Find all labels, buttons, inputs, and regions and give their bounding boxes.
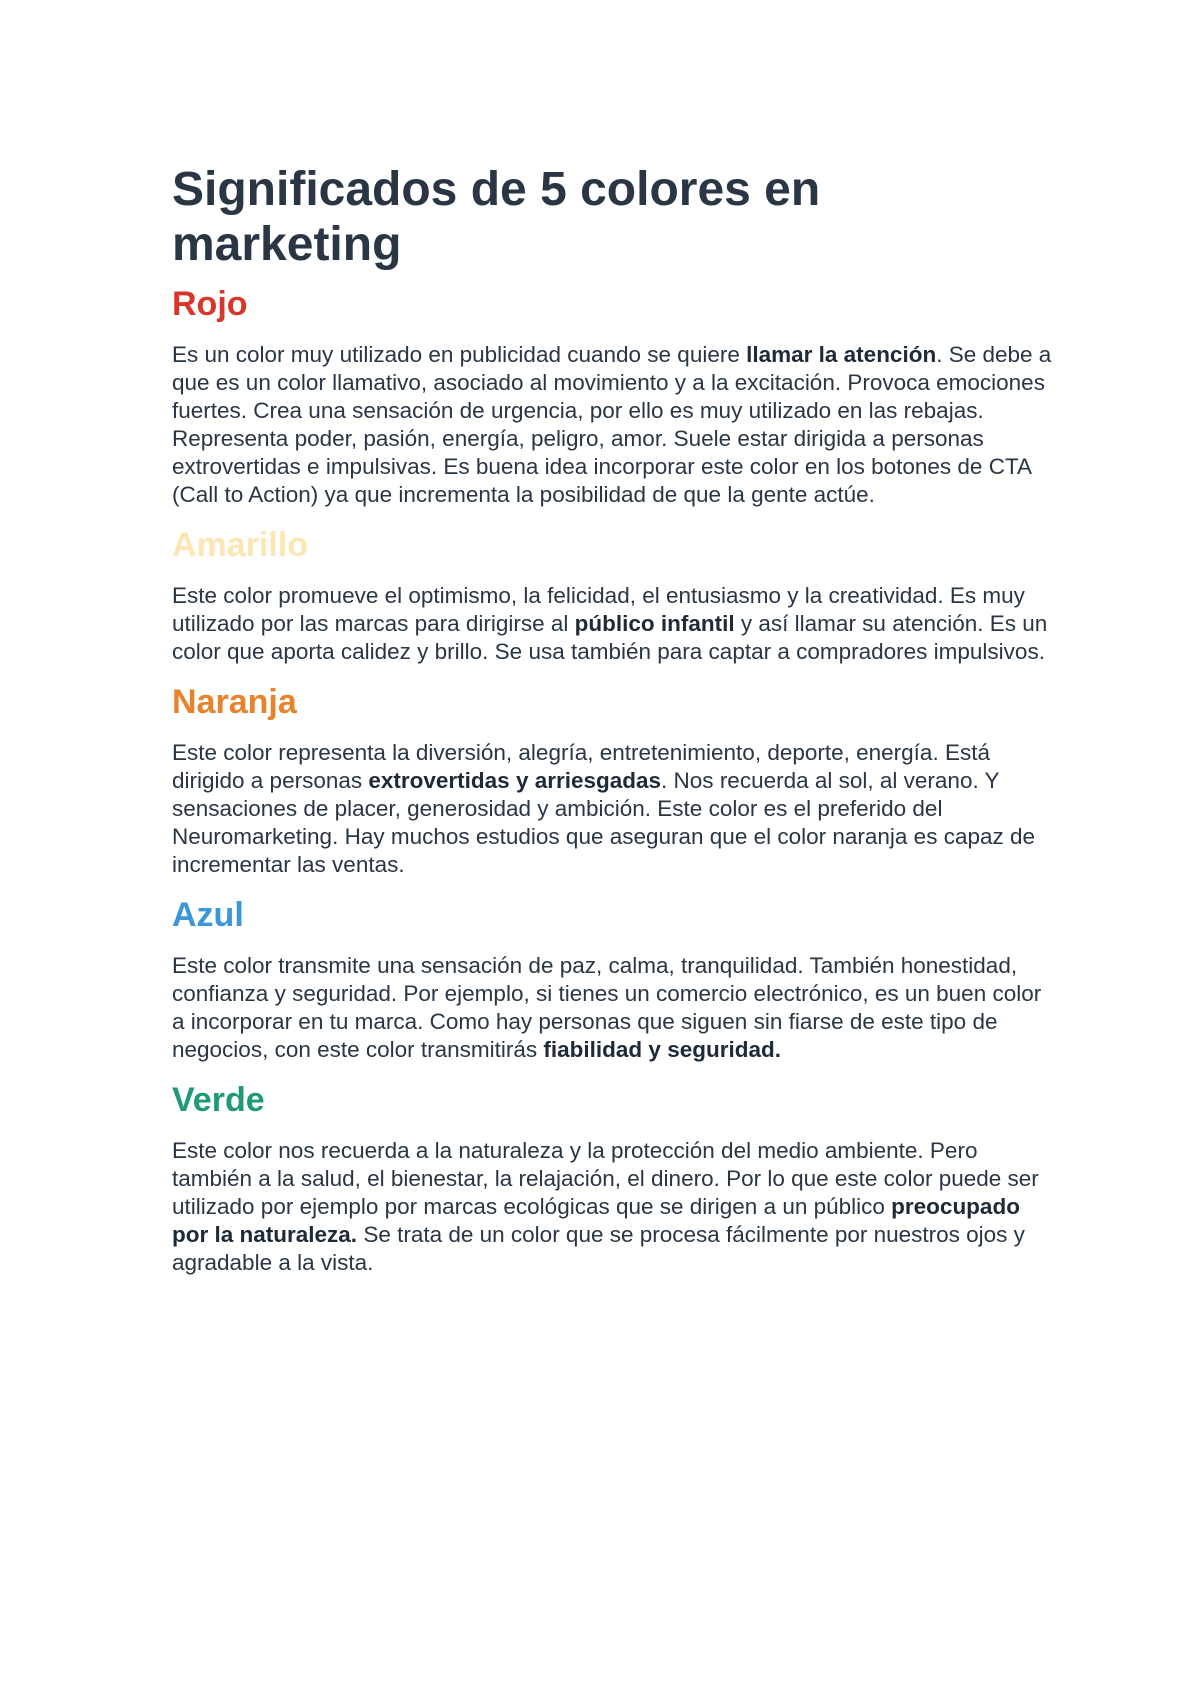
heading-amarillo: Amarillo [172, 526, 309, 564]
heading-azul: Azul [172, 896, 244, 934]
paragraph-naranja [172, 739, 1052, 879]
section-amarillo [172, 525, 1052, 666]
paragraph-verde-text-2: Se trata de un color que se procesa fácilmente por nuestros ojos y agradable a la vista. [172, 1222, 1025, 1275]
document-page [172, 162, 1052, 1293]
paragraph-rojo-text-2: . Se debe a que es un color llamativo, asociado al movimiento y a la excitación. Provoca emociones fuertes. Crea una sensación de urgencia, por ello es muy utilizado en las rebajas. Representa poder, pasión, energía, peligro, amor. Suele estar dirigida a personas extrovertidas e impulsivas. Es buena idea incorporar este color en los botones de CTA (Call to Action) ya que incrementa la posibilidad de que la gente actúe. [172, 342, 1052, 507]
section-azul [172, 895, 1052, 1064]
paragraph-rojo-text-1: Es un color muy utilizado en publicidad cuando se quiere [172, 342, 747, 367]
page-title: Significados de 5 colores en marketing [172, 163, 821, 271]
paragraph-naranja-text-1: Este color representa la diversión, alegría, entretenimiento, deporte, energía. Está dirigido a personas [172, 740, 990, 793]
paragraph-azul [172, 952, 1052, 1064]
section-rojo [172, 284, 1052, 509]
paragraph-verde-bold: preocupado por la naturaleza. [172, 1194, 1020, 1247]
paragraph-azul-text-1: Este color transmite una sensación de paz, calma, tranquilidad. También honestidad, confianza y seguridad. Por ejemplo, si tienes un comercio electrónico, es un buen color a incorporar en tu marca. Como hay personas que siguen sin fiarse de este tipo de negocios, con este color transmitirás [172, 953, 1042, 1062]
paragraph-amarillo-text-1: Este color promueve el optimismo, la felicidad, el entusiasmo y la creatividad. Es muy utilizado por las marcas para dirigirse al [172, 583, 1025, 636]
paragraph-amarillo-bold: público infantil [574, 611, 735, 636]
paragraph-verde [172, 1137, 1052, 1277]
heading-rojo: Rojo [172, 285, 248, 323]
paragraph-rojo-bold: llamar la atención [746, 342, 937, 367]
paragraph-azul-bold: fiabilidad y seguridad. [543, 1037, 781, 1062]
section-verde [172, 1080, 1052, 1277]
paragraph-naranja-text-2: . Nos recuerda al sol, al verano. Y sensaciones de placer, generosidad y ambición. Este color es el preferido del Neuromarketing. Hay muchos estudios que aseguran que el color naranja es capaz de incrementar las ventas. [172, 768, 1036, 877]
paragraph-naranja-bold: extrovertidas y arriesgadas [368, 768, 662, 793]
paragraph-rojo [172, 341, 1052, 509]
heading-naranja: Naranja [172, 683, 297, 721]
paragraph-verde-text-1: Este color nos recuerda a la naturaleza y la protección del medio ambiente. Pero también a la salud, el bienestar, la relajación, el dinero. Por lo que este color puede ser utilizado por ejemplo por marcas ecológicas que se dirigen a un público [172, 1138, 1039, 1219]
paragraph-amarillo [172, 582, 1052, 666]
heading-verde: Verde [172, 1081, 265, 1119]
paragraph-amarillo-text-2: y así llamar su atención. Es un color que aporta calidez y brillo. Se usa también para captar a compradores impulsivos. [172, 611, 1048, 664]
section-naranja [172, 682, 1052, 879]
